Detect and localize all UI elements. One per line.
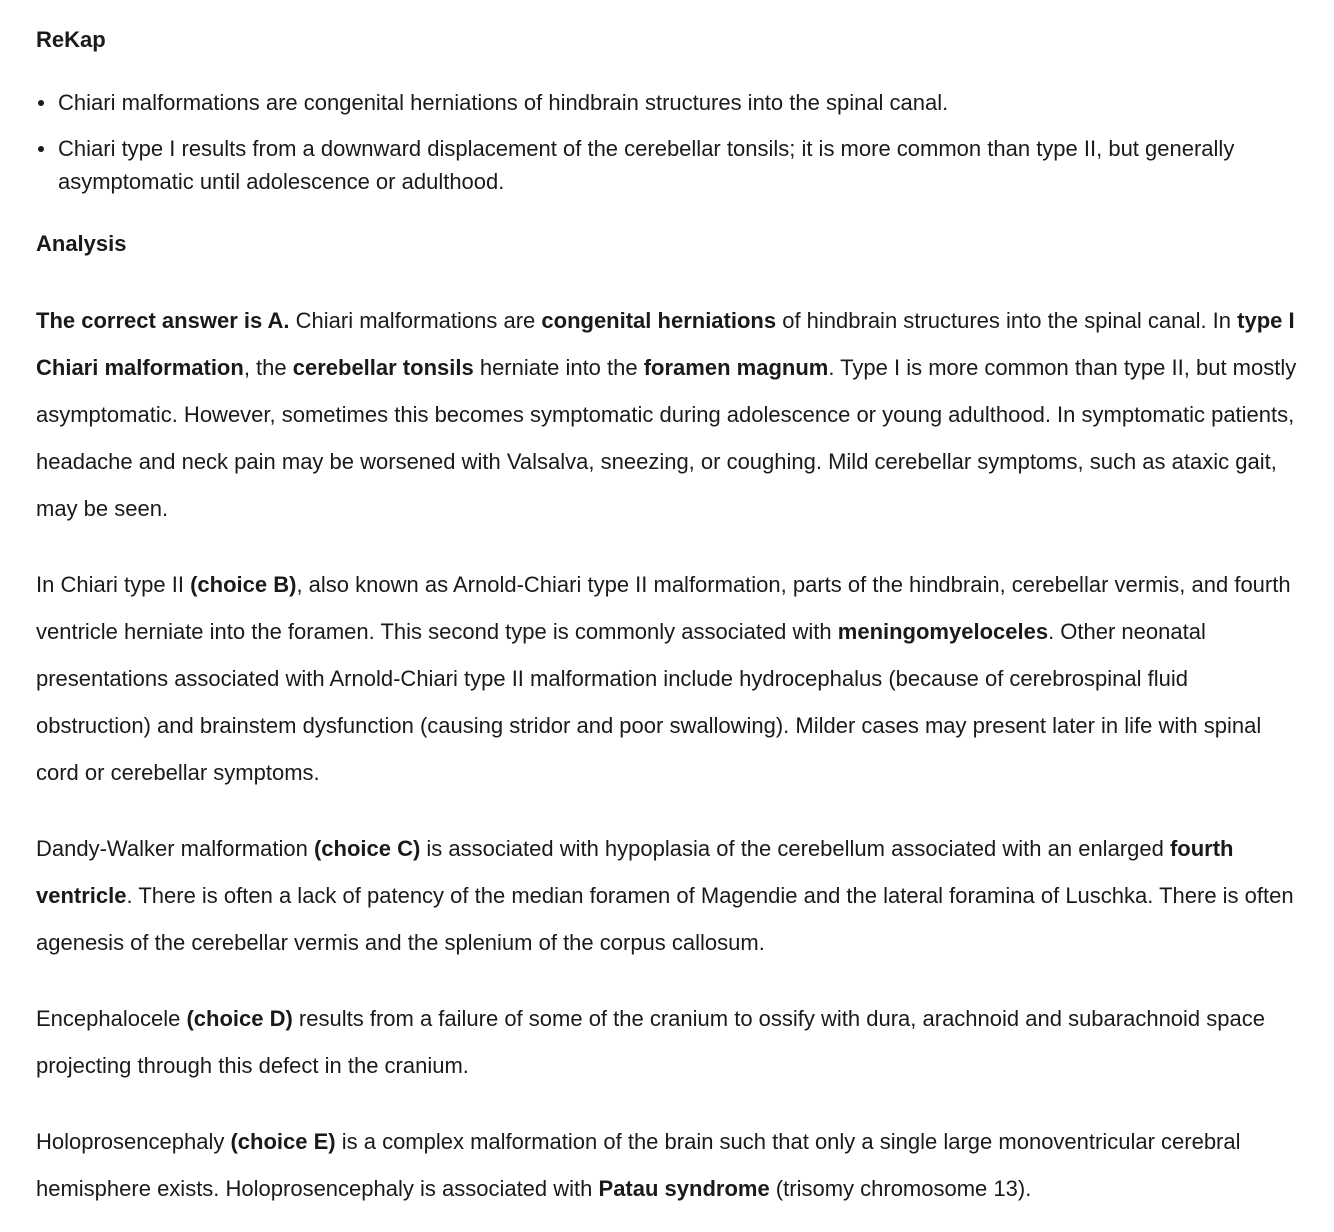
analysis-paragraph-choice-e <box>36 1118 1306 1212</box>
text-span: Dandy-Walker malformation <box>36 836 314 861</box>
correct-answer-statement: The correct answer is A. <box>36 308 290 333</box>
text-span: Encephalocele <box>36 1006 187 1031</box>
text-span: results from a failure of some of the cranium to ossify with dura, arachnoid and subarachnoid space projecting through this defect in the cranium. <box>36 1006 1265 1078</box>
analysis-paragraph-choice-b <box>36 561 1306 796</box>
key-term: type I Chiari malformation <box>36 308 1295 380</box>
analysis-paragraph-choice-d <box>36 995 1306 1089</box>
text-span: . Other neonatal presentations associated with Arnold-Chiari type II malformation include hydrocephalus (because of cerebrospinal fluid obstruction) and brainstem dysfunction (causing stridor and poor swallowing). Milder cases may present later in life with spinal cord or cerebellar symptoms. <box>36 619 1262 785</box>
text-span: (trisomy chromosome 13). <box>769 1176 1032 1201</box>
key-term: congenital herniations <box>541 308 777 333</box>
text-span: . Type I is more common than type II, but mostly asymptomatic. However, sometimes this becomes symptomatic during adolescence or young adulthood. In symptomatic patients, headache and neck pain may be worsened with Valsalva, sneezing, or coughing. Mild cerebellar symptoms, such as ataxic gait, may be seen. <box>36 355 1297 521</box>
key-term: meningomyeloceles <box>837 619 1049 644</box>
rekap-bullet: Chiari malformations are congenital herniations of hindbrain structures into the spinal canal. <box>36 86 1326 119</box>
analysis-paragraph-answer <box>36 297 1306 532</box>
rekap-list <box>36 86 1326 211</box>
text-span: In Chiari type II <box>36 572 191 597</box>
analysis-heading: Analysis <box>36 231 127 256</box>
choice-label: (choice D) <box>186 1006 293 1031</box>
key-term: Patau syndrome <box>598 1176 770 1201</box>
text-span: is associated with hypoplasia of the cerebellum associated with an enlarged <box>420 836 1170 861</box>
text-span: herniate into the <box>473 355 644 380</box>
text-span: Chiari malformations are <box>289 308 542 333</box>
text-span: Holoprosencephaly <box>36 1129 231 1154</box>
key-term: foramen magnum <box>643 355 829 380</box>
key-term: fourth ventricle <box>36 836 1234 908</box>
choice-label: (choice C) <box>313 836 421 861</box>
rekap-bullet: Chiari type I results from a downward displacement of the cerebellar tonsils; it is more common than type II, but generally asymptomatic until adolescence or adulthood. <box>36 132 1326 198</box>
text-span: . There is often a lack of patency of the median foramen of Magendie and the lateral foramina of Luschka. There is often agenesis of the cerebellar vermis and the splenium of the corpus callosum. <box>36 883 1294 955</box>
text-span: is a complex malformation of the brain such that only a single large monoventricular cerebral hemisphere exists. Holoprosencephaly is associated with <box>36 1129 1241 1201</box>
key-term: cerebellar tonsils <box>292 355 474 380</box>
choice-label: (choice E) <box>230 1129 336 1154</box>
rekap-heading: ReKap <box>36 27 106 52</box>
text-span: , the <box>243 355 293 380</box>
text-span: of hindbrain structures into the spinal canal. In <box>776 308 1238 333</box>
choice-label: (choice B) <box>190 572 297 597</box>
text-span: , also known as Arnold-Chiari type II malformation, parts of the hindbrain, cerebellar vermis, and fourth ventricle herniate into the foramen. This second type is commonly associated with <box>36 572 1291 644</box>
analysis-paragraph-choice-c <box>36 825 1306 966</box>
